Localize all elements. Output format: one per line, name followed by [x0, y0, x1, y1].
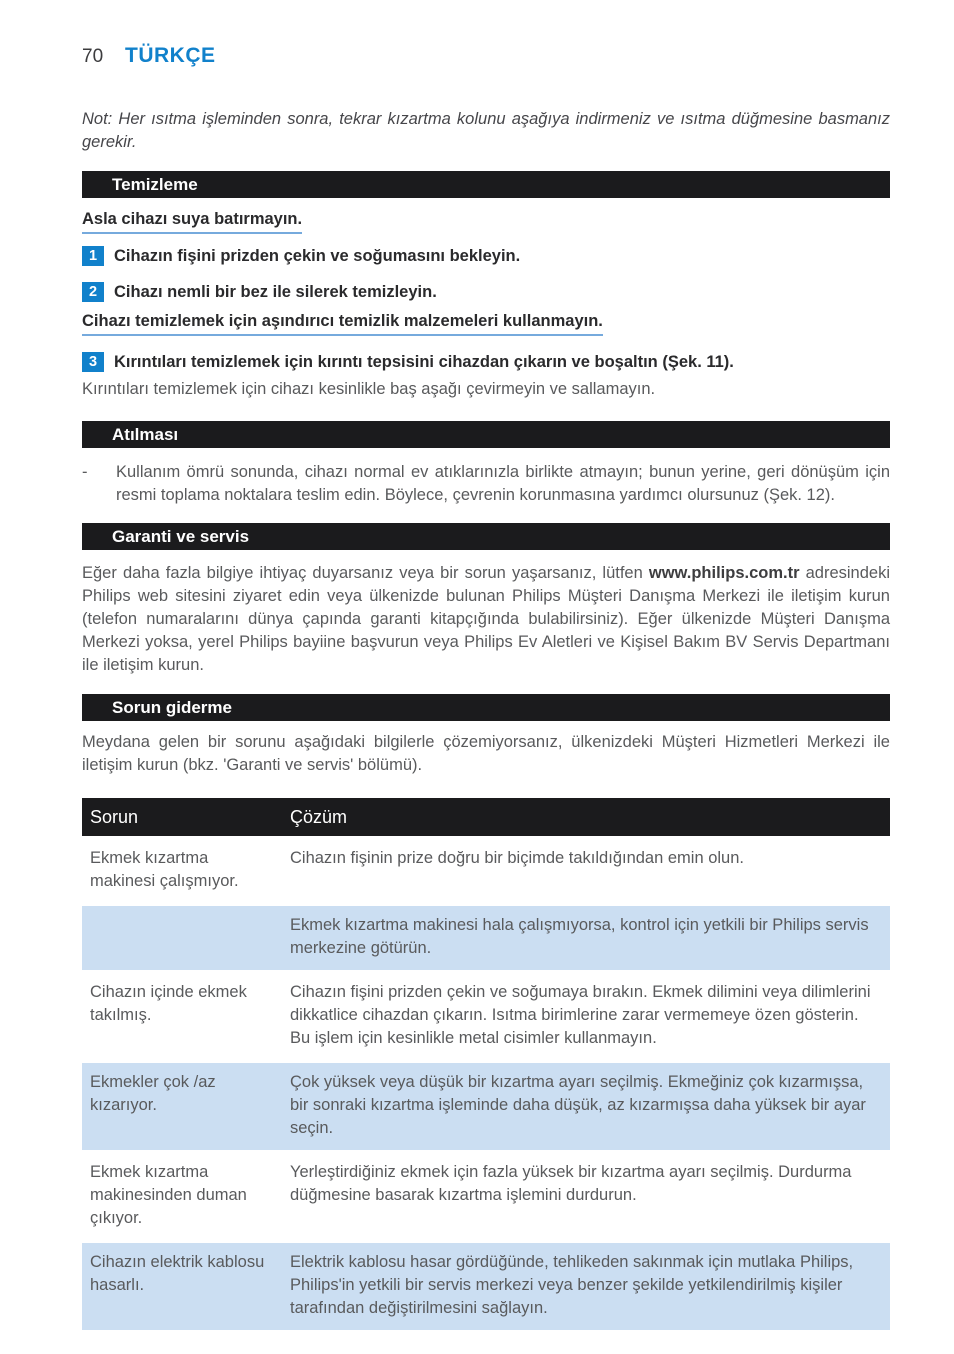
table-row: [82, 906, 890, 970]
table-header-row: [82, 798, 890, 836]
table-row: [82, 1243, 890, 1330]
step-3-text: Kırıntıları temizlemek için kırıntı tepsisini cihazdan çıkarın ve boşaltın (Şek. 11).: [114, 353, 734, 371]
note-paragraph: Not: Her ısıtma işleminden sonra, tekrar kızartma kolunu aşağıya indirmeniz ve ısıtma düğmesine basmanız gerekir.: [82, 110, 890, 151]
problem-cell: Ekmek kızartma makinesinden duman çıkıyor.: [82, 1153, 282, 1240]
table-row: [82, 839, 890, 903]
disposal-text: Kullanım ömrü sonunda, cihazı normal ev atıklarınızla birlikte atmayın; bunun yerine, geri dönüşüm için resmi toplama noktalara teslim edin. Böylece, çevrenin korunmasına yardımcı olursunuz (Şek. 12).: [116, 463, 890, 504]
step-3: [82, 352, 890, 372]
bullet-dash: -: [82, 463, 88, 481]
solution-cell: Yerleştirdiğiniz ekmek için fazla yüksek bir kızartma ayarı seçilmiş. Durdurma düğmesine basarak kızartma işlemini durdurun.: [282, 1153, 890, 1240]
warning-no-abrasives: Cihazı temizlemek için aşındırıcı temizlik malzemeleri kullanmayın.: [82, 311, 603, 336]
solution-cell: Çok yüksek veya düşük bir kızartma ayarı seçilmiş. Ekmeğiniz çok kızarmışsa, bir sonraki kızartma işleminde daha düşük, az kızarmışsa daha yüksek bir ayar seçin.: [282, 1063, 890, 1150]
step-1-text: Cihazın fişini prizden çekin ve soğumasını bekleyin.: [114, 247, 521, 265]
solution-cell: Ekmek kızartma makinesi hala çalışmıyorsa, kontrol için yetkili bir Philips servis merkezine götürün.: [282, 906, 890, 970]
table-row: [82, 973, 890, 1060]
step-2-text: Cihazı nemli bir bez ile silerek temizleyin.: [114, 283, 437, 301]
step-2: [82, 282, 890, 302]
page-header: [82, 44, 890, 68]
warning-no-water: Asla cihazı suya batırmayın.: [82, 209, 302, 234]
step-2-number: 2: [82, 282, 104, 302]
section-header-temizleme: Temizleme: [82, 171, 890, 198]
page-number: 70: [82, 46, 104, 67]
warranty-text-before: Eğer daha fazla bilgiye ihtiyaç duyarsanız veya bir sorun yaşarsanız, lütfen: [82, 564, 649, 582]
step-1-number: 1: [82, 246, 104, 266]
problem-cell: [82, 906, 282, 970]
language-title: TÜRKÇE: [125, 44, 216, 67]
troubleshooting-intro: Meydana gelen bir sorunu aşağıdaki bilgilerle çözemiyorsanız, ülkenizdeki Müşteri Hizmetleri Merkezi ile iletişim kurun (bkz. 'Garanti ve servis' bölümü).: [82, 733, 890, 774]
table-row: [82, 1153, 890, 1240]
solution-cell: Cihazın fişinin prize doğru bir biçimde takıldığından emin olun.: [282, 839, 890, 903]
section-header-garanti: Garanti ve servis: [82, 523, 890, 550]
disposal-bullet: [82, 461, 890, 507]
section-header-sorun-giderme: Sorun giderme: [82, 694, 890, 721]
warranty-text-after: adresindeki Philips web sitesini ziyaret edin veya ülkenizde bulunan Philips Müşteri Danışma Merkezi ile iletişim kurun (telefon numaralarını dünya çapında garanti kitapçığında bulabilirsiniz). Eğer ülkenizde Müşteri Danışma Merkezi yoksa, yerel Philips bayiine başvurun veya Philips Ev Aletleri ve Kişisel Bakım BV Servis Departmanı ile iletişim kurun.: [82, 564, 890, 674]
column-header-problem: Sorun: [82, 798, 282, 836]
problem-cell: Ekmekler çok /az kızarıyor.: [82, 1063, 282, 1150]
problem-cell: Cihazın içinde ekmek takılmış.: [82, 973, 282, 1060]
solution-cell: Cihazın fişini prizden çekin ve soğumaya bırakın. Ekmek dilimini veya dilimlerini dikkatlice cihazdan çıkarın. Isıtma birimlerine zarar vermemeye özen gösterin. Bu işlem için kesinlikle metal cisimler kullanmayın.: [282, 973, 890, 1060]
problem-cell: Cihazın elektrik kablosu hasarlı.: [82, 1243, 282, 1330]
philips-url: www.philips.com.tr: [648, 564, 800, 582]
section-header-atilmasi: Atılması: [82, 421, 890, 448]
troubleshooting-table: [82, 795, 890, 1333]
step-3-number: 3: [82, 352, 104, 372]
cleaning-note: Kırıntıları temizlemek için cihazı kesinlikle baş aşağı çevirmeyin ve sallamayın.: [82, 380, 656, 398]
step-1: [82, 246, 890, 266]
column-header-solution: Çözüm: [282, 798, 890, 836]
warranty-paragraph: [82, 562, 890, 677]
problem-cell: Ekmek kızartma makinesi çalışmıyor.: [82, 839, 282, 903]
table-row: [82, 1063, 890, 1150]
solution-cell: Elektrik kablosu hasar gördüğünde, tehlikeden sakınmak için mutlaka Philips, Philips'in yetkili bir servis merkezi veya benzer şekilde yetkilendirilmiş kişiler tarafından değiştirilmesini sağlayın.: [282, 1243, 890, 1330]
